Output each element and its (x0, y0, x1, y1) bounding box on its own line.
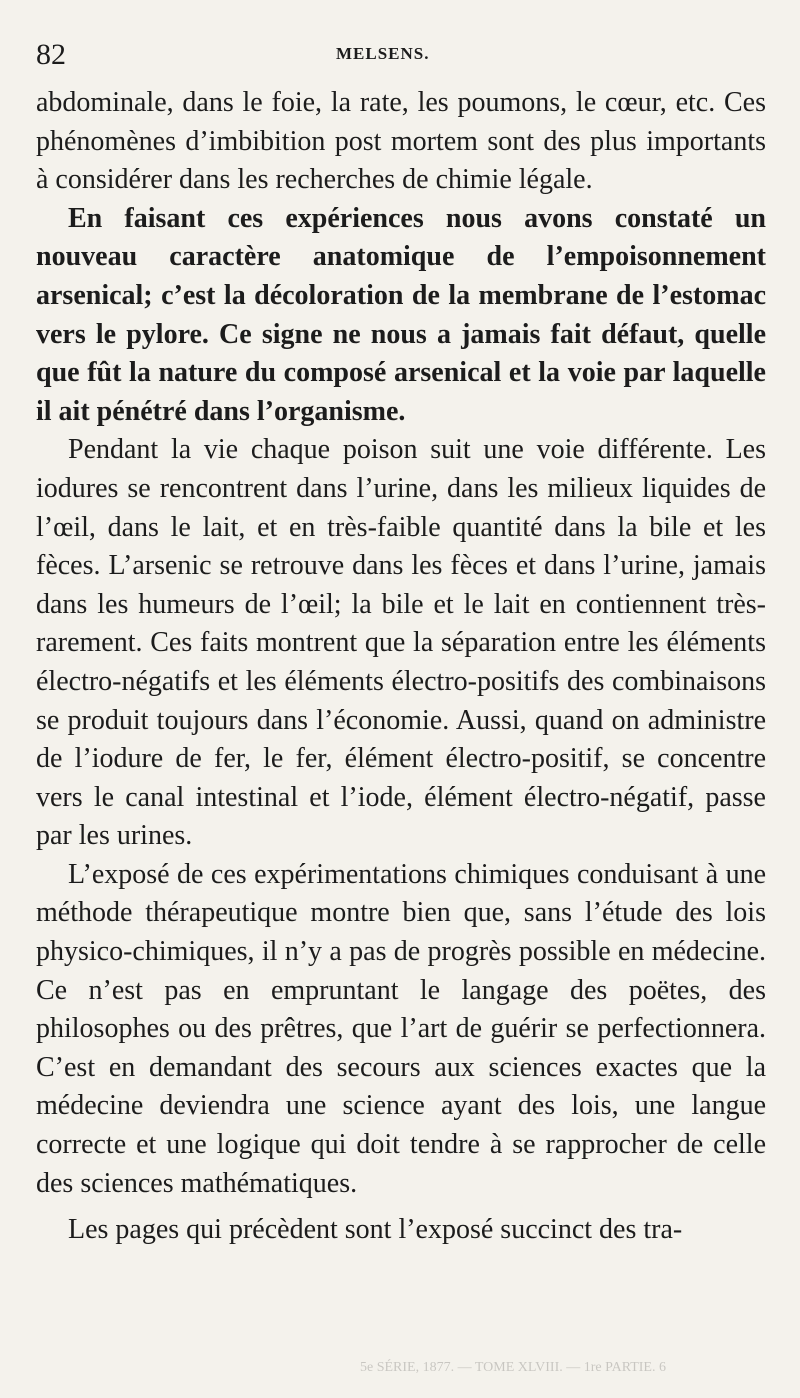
paragraph-3: Pendant la vie chaque poison suit une voie différente. Les iodures se rencontrent dans l’urine, dans les milieux liquides de l’œil, dans le lait, et en très-faible quantité dans la bile et les fèces. L’arsenic se retrouve dans les fèces et dans l’urine, jamais dans les humeurs de l’œil; la bile et le lait en contiennent très-rarement. Ces faits montrent que la séparation entre les éléments électro-négatifs et les éléments électro-positifs des combinaisons se produit toujours dans l’économie. Aussi, quand on administre de l’iodure de fer, le fer, élément électro-positif, se concentre vers le canal intestinal et l’iode, élément électro-négatif, passe par les urines. (36, 434, 766, 852)
paragraph-5: Les pages qui précèdent sont l’exposé succinct des tra- (68, 1214, 683, 1246)
body-text (36, 84, 766, 1250)
page-footer-signature: 5e SÉRIE, 1877. — TOME XLVIII. — 1re PARTIE. 6 (360, 1360, 666, 1375)
paragraph-1: abdominale, dans le foie, la rate, les poumons, le cœur, etc. Ces phénomènes d’imbibition post mortem sont des plus importants à considérer dans les recherches de chimie légale. (36, 87, 766, 196)
paragraph-4: L’exposé de ces expérimentations chimiques conduisant à une méthode thérapeutique montre bien que, sans l’étude des lois physico-chimiques, il n’y a pas de progrès possible en médecine. Ce n’est pas en empruntant le langage des poëtes, des philosophes ou des prêtres, que l’art de guérir se perfectionnera. C’est en demandant des secours aux sciences exactes que la médecine deviendra une science ayant des lois, une langue correcte et une logique qui doit tendre à se rapprocher de celle des sciences mathématiques. (36, 858, 766, 1199)
page-header (36, 38, 766, 74)
page-number: 82 (36, 38, 66, 71)
paragraph-2: En faisant ces expériences nous avons constaté un nouveau caractère anatomique de l’empoisonnement arsenical; c’est la décoloration de la membrane de l’estomac vers le pylore. Ce signe ne nous a jamais fait défaut, quelle que fût la nature du composé arsenical et la voie par laquelle il ait pénétré dans l’organisme. (36, 202, 766, 427)
running-head: MELSENS. (336, 44, 430, 63)
